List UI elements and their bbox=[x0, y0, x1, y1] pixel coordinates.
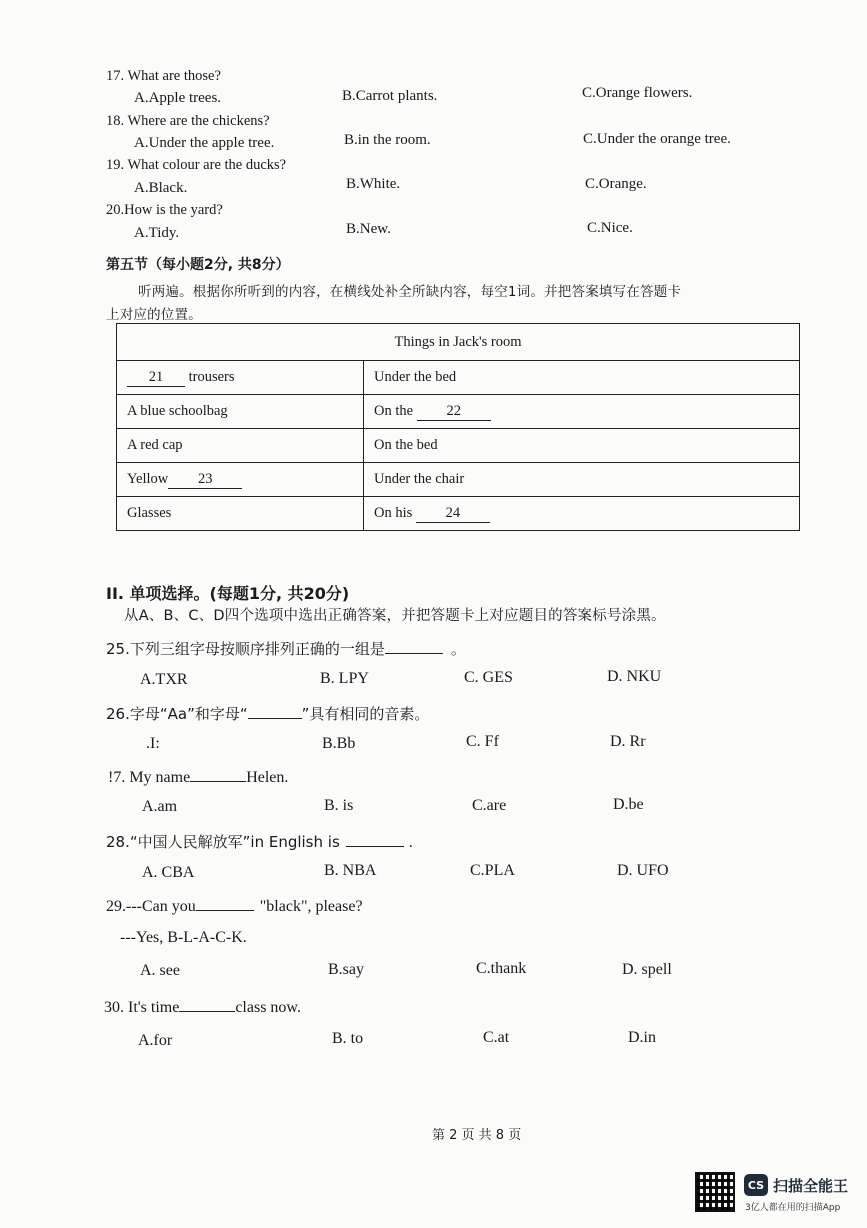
answer-blank[interactable] bbox=[196, 896, 254, 911]
question-19-option-b: B.White. bbox=[346, 176, 401, 192]
blank-24[interactable]: 24 bbox=[416, 505, 490, 523]
table-cell-place bbox=[364, 429, 800, 463]
question-30-option-b: B. to bbox=[332, 1030, 364, 1047]
section5-instruction-line1: 听两遍。根据你所听到的内容，在横线处补全所缺内容，每空1词。并把答案填写在答题卡 bbox=[138, 284, 682, 300]
question-26-option-d: D. Rr bbox=[610, 733, 646, 750]
table-header: Things in Jack's room bbox=[117, 324, 800, 361]
question-30-option-a: A.for bbox=[138, 1032, 173, 1049]
place-text: On the bed bbox=[374, 437, 438, 453]
question-20-option-b: B.New. bbox=[346, 221, 391, 237]
question-29-option-a: A. see bbox=[140, 962, 180, 979]
question-20-option-c: C.Nice. bbox=[587, 220, 633, 236]
question-17-option-c: C.Orange flowers. bbox=[582, 85, 693, 101]
question-17-option-b: B.Carrot plants. bbox=[342, 88, 438, 104]
question-28-option-c: C.PLA bbox=[470, 862, 515, 879]
question-19-option-a: A.Black. bbox=[134, 180, 188, 196]
question-27-option-b: B. is bbox=[324, 797, 354, 814]
table-cell-item bbox=[117, 361, 364, 395]
stem-text: 29.---Can you bbox=[106, 898, 196, 915]
question-19-stem: 19. What colour are the ducks? bbox=[106, 157, 287, 173]
stem-text: 28.“中国人民解放军”in English is bbox=[106, 833, 340, 851]
table-cell-item bbox=[117, 395, 364, 429]
table-row bbox=[117, 463, 800, 497]
watermark-tagline: 3亿人都在用的扫描App bbox=[745, 1203, 841, 1213]
table-cell-item bbox=[117, 463, 364, 497]
question-25-option-c: C. GES bbox=[464, 669, 513, 686]
question-27-option-d: D.be bbox=[613, 796, 644, 813]
question-28-stem bbox=[106, 831, 413, 852]
stem-text: 30. It's time bbox=[104, 999, 180, 1016]
table-cell-place bbox=[364, 395, 800, 429]
question-29-stem bbox=[106, 896, 363, 916]
table-row bbox=[117, 395, 800, 429]
stem-text: 。 bbox=[450, 640, 466, 658]
question-28-option-a: A. CBA bbox=[142, 864, 195, 881]
stem-text: 26.字母“Aa”和字母“ bbox=[106, 705, 248, 723]
qr-code-icon bbox=[695, 1172, 735, 1212]
table-cell-place bbox=[364, 361, 800, 395]
item-text: Yellow bbox=[127, 470, 169, 487]
table-row bbox=[117, 361, 800, 395]
question-19-option-c: C.Orange. bbox=[585, 176, 647, 192]
blank-22[interactable]: 22 bbox=[417, 403, 491, 421]
question-20-stem: 20.How is the yard? bbox=[106, 202, 223, 218]
stem-text: !7. My name bbox=[108, 769, 191, 786]
question-27-option-a: A.am bbox=[142, 798, 178, 815]
place-text: On the bbox=[374, 402, 414, 419]
question-30-option-c: C.at bbox=[483, 1029, 510, 1046]
stem-text: "black", please? bbox=[259, 898, 363, 915]
stem-text: . bbox=[408, 834, 413, 851]
question-25-option-d: D. NKU bbox=[607, 668, 662, 685]
question-20-option-a: A.Tidy. bbox=[134, 225, 180, 241]
watermark-name: 扫描全能王 bbox=[773, 1177, 849, 1195]
answer-blank[interactable] bbox=[385, 639, 443, 654]
question-28-option-d: D. UFO bbox=[617, 862, 669, 879]
place-text: On his bbox=[374, 504, 413, 521]
camscanner-logo-icon: CS bbox=[744, 1174, 768, 1196]
stem-text: ”具有相同的音素。 bbox=[301, 705, 430, 723]
blank-21[interactable]: 21 bbox=[127, 369, 185, 387]
item-text: A blue schoolbag bbox=[127, 403, 228, 419]
item-text: trousers bbox=[188, 368, 235, 385]
question-26-option-c: C. Ff bbox=[466, 733, 499, 750]
answer-blank[interactable] bbox=[248, 704, 302, 719]
jack-room-table bbox=[116, 323, 800, 531]
answer-blank[interactable] bbox=[190, 767, 246, 782]
part2-title: II. 单项选择。(每题1分, 共20分) bbox=[106, 584, 350, 603]
stem-text: Helen. bbox=[246, 769, 289, 786]
stem-text: class now. bbox=[235, 999, 301, 1016]
part2-instruction: 从A、B、C、D四个选项中选出正确答案，并把答题卡上对应题目的答案标号涂黑。 bbox=[124, 608, 666, 624]
question-29-line2: ---Yes, B-L-A-C-K. bbox=[120, 929, 247, 946]
section5-instruction-line2: 上对应的位置。 bbox=[106, 307, 202, 323]
table-row bbox=[117, 429, 800, 463]
section5-title: 第五节（每小题2分, 共8分） bbox=[106, 257, 290, 273]
answer-blank[interactable] bbox=[179, 997, 235, 1012]
item-text: A red cap bbox=[127, 437, 183, 453]
place-text: Under the chair bbox=[374, 471, 465, 487]
question-26-stem bbox=[106, 703, 429, 724]
table-cell-item bbox=[117, 497, 364, 531]
question-26-option-b: B.Bb bbox=[322, 735, 356, 752]
question-25-stem bbox=[106, 638, 466, 659]
item-text: Glasses bbox=[127, 505, 172, 521]
question-18-option-c: C.Under the orange tree. bbox=[583, 131, 731, 147]
question-28-option-b: B. NBA bbox=[324, 862, 377, 879]
table-row bbox=[117, 497, 800, 531]
question-18-stem: 18. Where are the chickens? bbox=[106, 113, 270, 129]
table-cell-place bbox=[364, 463, 800, 497]
blank-23[interactable]: 23 bbox=[168, 471, 242, 489]
stem-text: 25.下列三组字母按顺序排列正确的一组是 bbox=[106, 640, 385, 658]
question-29-option-b: B.say bbox=[328, 961, 364, 978]
page-number: 第 2 页 共 8 页 bbox=[432, 1128, 522, 1143]
question-25-option-b: B. LPY bbox=[320, 670, 369, 687]
question-17-stem: 17. What are those? bbox=[106, 68, 221, 84]
question-29-option-c: C.thank bbox=[476, 960, 527, 977]
question-30-stem bbox=[104, 997, 301, 1017]
question-18-option-a: A.Under the apple tree. bbox=[134, 135, 275, 151]
answer-blank[interactable] bbox=[346, 832, 404, 847]
table-cell-item bbox=[117, 429, 364, 463]
question-18-option-b: B.in the room. bbox=[344, 132, 431, 148]
table-cell-place bbox=[364, 497, 800, 531]
question-27-option-c: C.are bbox=[472, 797, 507, 814]
place-text: Under the bed bbox=[374, 369, 457, 385]
question-30-option-d: D.in bbox=[628, 1029, 656, 1046]
question-25-option-a: A.TXR bbox=[140, 671, 188, 688]
question-17-option-a: A.Apple trees. bbox=[134, 90, 222, 106]
question-29-option-d: D. spell bbox=[622, 961, 672, 978]
question-26-option-a: .I: bbox=[146, 735, 160, 752]
question-27-stem bbox=[108, 767, 288, 787]
